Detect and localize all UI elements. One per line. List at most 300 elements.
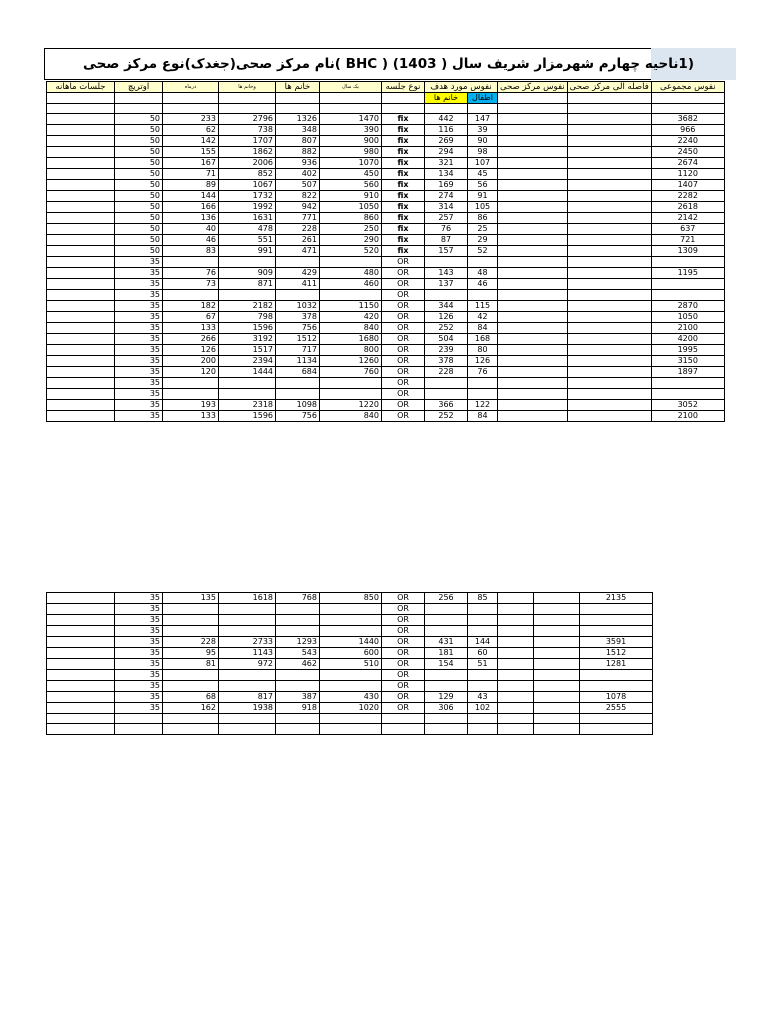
table-cell[interactable]: 738: [219, 125, 276, 136]
table-cell[interactable]: [498, 659, 534, 670]
table-cell[interactable]: [534, 637, 580, 648]
table-cell[interactable]: 1862: [219, 147, 276, 158]
table-cell[interactable]: 50: [115, 235, 163, 246]
table-cell[interactable]: OR: [382, 637, 425, 648]
table-cell[interactable]: [498, 703, 534, 714]
table-cell[interactable]: 2870: [651, 301, 724, 312]
table-cell[interactable]: 182: [163, 301, 219, 312]
table-cell[interactable]: 3682: [651, 114, 724, 125]
table-cell[interactable]: 95: [163, 648, 219, 659]
table-cell[interactable]: 822: [276, 191, 320, 202]
table-cell[interactable]: 35: [115, 257, 163, 268]
table-cell[interactable]: [47, 389, 115, 400]
table-cell[interactable]: [498, 125, 568, 136]
table-cell[interactable]: [651, 389, 724, 400]
table-cell[interactable]: 420: [320, 312, 382, 323]
table-cell[interactable]: [498, 114, 568, 125]
table-cell[interactable]: [219, 714, 276, 724]
table-cell[interactable]: 102: [468, 703, 498, 714]
table-cell[interactable]: [567, 202, 651, 213]
table-cell[interactable]: 314: [425, 202, 468, 213]
table-cell[interactable]: [468, 714, 498, 724]
table-cell[interactable]: 274: [425, 191, 468, 202]
table-cell[interactable]: 402: [276, 169, 320, 180]
table-cell[interactable]: [163, 104, 219, 114]
table-cell[interactable]: [47, 125, 115, 136]
table-cell[interactable]: [219, 378, 276, 389]
table-cell[interactable]: [320, 290, 382, 301]
table-cell[interactable]: [580, 681, 653, 692]
table-cell[interactable]: [47, 378, 115, 389]
table-cell[interactable]: 155: [163, 147, 219, 158]
table-cell[interactable]: 105: [468, 202, 498, 213]
table-cell[interactable]: fix: [382, 246, 425, 257]
table-cell[interactable]: 71: [163, 169, 219, 180]
table-cell[interactable]: 136: [163, 213, 219, 224]
table-cell[interactable]: [534, 615, 580, 626]
table-cell[interactable]: 35: [115, 626, 163, 637]
table-cell[interactable]: 51: [468, 659, 498, 670]
table-cell[interactable]: OR: [382, 257, 425, 268]
table-cell[interactable]: 1143: [219, 648, 276, 659]
table-cell[interactable]: [47, 714, 115, 724]
table-cell[interactable]: [163, 604, 219, 615]
table-cell[interactable]: [47, 279, 115, 290]
table-cell[interactable]: 429: [276, 268, 320, 279]
table-cell[interactable]: 67: [163, 312, 219, 323]
table-cell[interactable]: 50: [115, 147, 163, 158]
table-cell[interactable]: [276, 626, 320, 637]
table-cell[interactable]: 1512: [276, 334, 320, 345]
table-cell[interactable]: [567, 136, 651, 147]
table-cell[interactable]: [498, 235, 568, 246]
table-cell[interactable]: [320, 714, 382, 724]
table-cell[interactable]: fix: [382, 125, 425, 136]
table-cell[interactable]: 860: [320, 213, 382, 224]
table-cell[interactable]: 137: [425, 279, 468, 290]
table-cell[interactable]: [498, 400, 568, 411]
table-cell[interactable]: [580, 604, 653, 615]
table-cell[interactable]: OR: [382, 604, 425, 615]
table-cell[interactable]: 430: [320, 692, 382, 703]
table-cell[interactable]: 717: [276, 345, 320, 356]
table-cell[interactable]: 543: [276, 648, 320, 659]
table-cell[interactable]: [498, 279, 568, 290]
table-cell[interactable]: [567, 147, 651, 158]
table-cell[interactable]: [567, 356, 651, 367]
table-cell[interactable]: 2450: [651, 147, 724, 158]
table-cell[interactable]: [219, 670, 276, 681]
table-cell[interactable]: OR: [382, 692, 425, 703]
table-cell[interactable]: 60: [468, 648, 498, 659]
table-cell[interactable]: 1309: [651, 246, 724, 257]
table-cell[interactable]: 798: [219, 312, 276, 323]
table-cell[interactable]: fix: [382, 147, 425, 158]
table-cell[interactable]: 73: [163, 279, 219, 290]
table-cell[interactable]: [382, 724, 425, 734]
table-cell[interactable]: 35: [115, 681, 163, 692]
table-cell[interactable]: 2142: [651, 213, 724, 224]
table-cell[interactable]: 800: [320, 345, 382, 356]
table-cell[interactable]: [498, 257, 568, 268]
table-cell[interactable]: [425, 681, 468, 692]
table-cell[interactable]: 144: [163, 191, 219, 202]
table-cell[interactable]: 90: [468, 136, 498, 147]
table-cell[interactable]: [468, 626, 498, 637]
table-cell[interactable]: 1470: [320, 114, 382, 125]
table-cell[interactable]: 35: [115, 345, 163, 356]
table-cell[interactable]: 85: [468, 593, 498, 604]
table-cell[interactable]: 56: [468, 180, 498, 191]
table-cell[interactable]: [567, 367, 651, 378]
table-cell[interactable]: 1992: [219, 202, 276, 213]
table-cell[interactable]: [276, 681, 320, 692]
table-cell[interactable]: 228: [163, 637, 219, 648]
table-cell[interactable]: [47, 213, 115, 224]
table-cell[interactable]: 3192: [219, 334, 276, 345]
table-cell[interactable]: [47, 147, 115, 158]
table-cell[interactable]: [498, 224, 568, 235]
table-cell[interactable]: [534, 626, 580, 637]
table-cell[interactable]: [567, 334, 651, 345]
table-cell[interactable]: 2240: [651, 136, 724, 147]
table-cell[interactable]: [651, 257, 724, 268]
table-cell[interactable]: [47, 334, 115, 345]
table-cell[interactable]: 84: [468, 323, 498, 334]
table-cell[interactable]: [468, 615, 498, 626]
table-cell[interactable]: [580, 724, 653, 734]
table-cell[interactable]: 4200: [651, 334, 724, 345]
table-cell[interactable]: 50: [115, 224, 163, 235]
table-cell[interactable]: [425, 724, 468, 734]
table-cell[interactable]: 478: [219, 224, 276, 235]
table-cell[interactable]: [498, 136, 568, 147]
table-cell[interactable]: [498, 312, 568, 323]
table-cell[interactable]: [320, 389, 382, 400]
table-cell[interactable]: 462: [276, 659, 320, 670]
table-cell[interactable]: 50: [115, 202, 163, 213]
table-cell[interactable]: 252: [425, 323, 468, 334]
table-cell[interactable]: 86: [468, 213, 498, 224]
table-cell[interactable]: [382, 714, 425, 724]
table-cell[interactable]: 129: [425, 692, 468, 703]
table-cell[interactable]: 2006: [219, 158, 276, 169]
table-cell[interactable]: [320, 378, 382, 389]
table-cell[interactable]: [47, 191, 115, 202]
table-cell[interactable]: 756: [276, 323, 320, 334]
table-cell[interactable]: OR: [382, 301, 425, 312]
table-cell[interactable]: [320, 626, 382, 637]
table-cell[interactable]: fix: [382, 235, 425, 246]
table-cell[interactable]: fix: [382, 158, 425, 169]
table-cell[interactable]: [219, 681, 276, 692]
table-cell[interactable]: 35: [115, 389, 163, 400]
table-cell[interactable]: 1098: [276, 400, 320, 411]
table-cell[interactable]: 133: [163, 323, 219, 334]
table-cell[interactable]: [498, 593, 534, 604]
table-cell[interactable]: [320, 604, 382, 615]
table-cell[interactable]: 871: [219, 279, 276, 290]
table-cell[interactable]: [47, 692, 115, 703]
table-cell[interactable]: [498, 213, 568, 224]
table-cell[interactable]: 35: [115, 703, 163, 714]
table-cell[interactable]: [47, 615, 115, 626]
table-cell[interactable]: OR: [382, 334, 425, 345]
table-cell[interactable]: [320, 724, 382, 734]
table-cell[interactable]: [534, 604, 580, 615]
table-cell[interactable]: [163, 378, 219, 389]
table-cell[interactable]: 520: [320, 246, 382, 257]
table-cell[interactable]: 35: [115, 637, 163, 648]
table-cell[interactable]: 168: [468, 334, 498, 345]
table-cell[interactable]: [534, 681, 580, 692]
table-cell[interactable]: [498, 246, 568, 257]
table-cell[interactable]: [567, 158, 651, 169]
table-cell[interactable]: [163, 714, 219, 724]
table-cell[interactable]: 411: [276, 279, 320, 290]
table-cell[interactable]: 76: [425, 224, 468, 235]
table-cell[interactable]: [567, 268, 651, 279]
table-cell[interactable]: OR: [382, 312, 425, 323]
table-cell[interactable]: [115, 724, 163, 734]
table-cell[interactable]: 40: [163, 224, 219, 235]
table-cell[interactable]: [219, 615, 276, 626]
table-cell[interactable]: 50: [115, 180, 163, 191]
table-cell[interactable]: 882: [276, 147, 320, 158]
table-cell[interactable]: [567, 290, 651, 301]
table-cell[interactable]: 390: [320, 125, 382, 136]
table-cell[interactable]: [498, 389, 568, 400]
table-cell[interactable]: 98: [468, 147, 498, 158]
table-cell[interactable]: [498, 367, 568, 378]
table-cell[interactable]: [567, 169, 651, 180]
table-cell[interactable]: 84: [468, 411, 498, 422]
table-cell[interactable]: [498, 637, 534, 648]
table-cell[interactable]: 35: [115, 367, 163, 378]
table-cell[interactable]: 35: [115, 290, 163, 301]
table-cell[interactable]: 134: [425, 169, 468, 180]
table-cell[interactable]: [567, 235, 651, 246]
table-cell[interactable]: [498, 692, 534, 703]
table-cell[interactable]: 50: [115, 169, 163, 180]
table-cell[interactable]: [163, 724, 219, 734]
table-cell[interactable]: [567, 180, 651, 191]
table-cell[interactable]: 431: [425, 637, 468, 648]
table-cell[interactable]: fix: [382, 224, 425, 235]
table-cell[interactable]: [498, 301, 568, 312]
table-cell[interactable]: 35: [115, 648, 163, 659]
table-cell[interactable]: 46: [468, 279, 498, 290]
table-cell[interactable]: [47, 648, 115, 659]
table-cell[interactable]: [47, 411, 115, 422]
table-cell[interactable]: [47, 136, 115, 147]
table-cell[interactable]: [567, 345, 651, 356]
table-cell[interactable]: 116: [425, 125, 468, 136]
table-cell[interactable]: 1444: [219, 367, 276, 378]
table-cell[interactable]: [47, 659, 115, 670]
table-cell[interactable]: [534, 648, 580, 659]
table-cell[interactable]: [567, 378, 651, 389]
table-cell[interactable]: OR: [382, 323, 425, 334]
table-cell[interactable]: 918: [276, 703, 320, 714]
table-cell[interactable]: 266: [163, 334, 219, 345]
table-cell[interactable]: 62: [163, 125, 219, 136]
table-cell[interactable]: [498, 158, 568, 169]
table-cell[interactable]: [567, 301, 651, 312]
table-cell[interactable]: [47, 202, 115, 213]
table-cell[interactable]: 3150: [651, 356, 724, 367]
table-cell[interactable]: [498, 345, 568, 356]
table-cell[interactable]: [498, 411, 568, 422]
table-cell[interactable]: 50: [115, 191, 163, 202]
table-cell[interactable]: [47, 323, 115, 334]
table-cell[interactable]: 1195: [651, 268, 724, 279]
table-cell[interactable]: 200: [163, 356, 219, 367]
table-cell[interactable]: [567, 125, 651, 136]
table-cell[interactable]: [468, 724, 498, 734]
table-cell[interactable]: [498, 169, 568, 180]
table-cell[interactable]: [468, 290, 498, 301]
table-cell[interactable]: 126: [468, 356, 498, 367]
table-cell[interactable]: OR: [382, 378, 425, 389]
table-cell[interactable]: 771: [276, 213, 320, 224]
table-cell[interactable]: 321: [425, 158, 468, 169]
table-cell[interactable]: [163, 681, 219, 692]
table-cell[interactable]: [567, 400, 651, 411]
table-cell[interactable]: [468, 378, 498, 389]
table-cell[interactable]: [276, 389, 320, 400]
table-cell[interactable]: [47, 400, 115, 411]
table-cell[interactable]: [534, 724, 580, 734]
table-cell[interactable]: 1078: [580, 692, 653, 703]
table-cell[interactable]: fix: [382, 114, 425, 125]
table-cell[interactable]: [498, 714, 534, 724]
table-cell[interactable]: 2674: [651, 158, 724, 169]
table-cell[interactable]: 39: [468, 125, 498, 136]
table-cell[interactable]: 840: [320, 323, 382, 334]
table-cell[interactable]: 1067: [219, 180, 276, 191]
table-cell[interactable]: [498, 626, 534, 637]
table-cell[interactable]: [320, 670, 382, 681]
table-cell[interactable]: 2618: [651, 202, 724, 213]
table-cell[interactable]: [651, 290, 724, 301]
table-cell[interactable]: 966: [651, 125, 724, 136]
table-cell[interactable]: 157: [425, 246, 468, 257]
table-cell[interactable]: 252: [425, 411, 468, 422]
table-cell[interactable]: 817: [219, 692, 276, 703]
table-cell[interactable]: [320, 681, 382, 692]
table-cell[interactable]: 480: [320, 268, 382, 279]
table-cell[interactable]: OR: [382, 367, 425, 378]
table-cell[interactable]: 87: [425, 235, 468, 246]
table-cell[interactable]: [534, 659, 580, 670]
table-cell[interactable]: 133: [163, 411, 219, 422]
table-cell[interactable]: fix: [382, 213, 425, 224]
table-cell[interactable]: [382, 104, 425, 114]
table-cell[interactable]: 35: [115, 301, 163, 312]
table-cell[interactable]: 45: [468, 169, 498, 180]
table-cell[interactable]: [534, 692, 580, 703]
table-cell[interactable]: OR: [382, 389, 425, 400]
table-cell[interactable]: OR: [382, 411, 425, 422]
table-cell[interactable]: [276, 378, 320, 389]
table-cell[interactable]: 228: [276, 224, 320, 235]
table-cell[interactable]: OR: [382, 345, 425, 356]
table-cell[interactable]: [425, 104, 468, 114]
table-cell[interactable]: [425, 670, 468, 681]
table-cell[interactable]: [47, 312, 115, 323]
table-cell[interactable]: [567, 411, 651, 422]
table-cell[interactable]: OR: [382, 626, 425, 637]
table-cell[interactable]: 250: [320, 224, 382, 235]
table-cell[interactable]: [163, 670, 219, 681]
table-cell[interactable]: 768: [276, 593, 320, 604]
table-cell[interactable]: 442: [425, 114, 468, 125]
table-cell[interactable]: [498, 681, 534, 692]
table-cell[interactable]: 35: [115, 323, 163, 334]
table-cell[interactable]: 1281: [580, 659, 653, 670]
table-cell[interactable]: 2100: [651, 411, 724, 422]
table-cell[interactable]: 1293: [276, 637, 320, 648]
table-cell[interactable]: 1596: [219, 323, 276, 334]
table-cell[interactable]: [534, 670, 580, 681]
table-cell[interactable]: [219, 724, 276, 734]
table-cell[interactable]: [468, 670, 498, 681]
table-cell[interactable]: 35: [115, 312, 163, 323]
table-cell[interactable]: fix: [382, 202, 425, 213]
table-cell[interactable]: [425, 389, 468, 400]
table-cell[interactable]: [498, 670, 534, 681]
table-cell[interactable]: 378: [425, 356, 468, 367]
table-cell[interactable]: [498, 648, 534, 659]
table-cell[interactable]: 2394: [219, 356, 276, 367]
table-cell[interactable]: 29: [468, 235, 498, 246]
table-cell[interactable]: OR: [382, 290, 425, 301]
table-cell[interactable]: fix: [382, 136, 425, 147]
table-cell[interactable]: 684: [276, 367, 320, 378]
table-cell[interactable]: 942: [276, 202, 320, 213]
table-cell[interactable]: [163, 626, 219, 637]
table-cell[interactable]: [276, 670, 320, 681]
table-cell[interactable]: [276, 724, 320, 734]
table-cell[interactable]: 2100: [651, 323, 724, 334]
table-cell[interactable]: 366: [425, 400, 468, 411]
table-cell[interactable]: 135: [163, 593, 219, 604]
table-cell[interactable]: 76: [468, 367, 498, 378]
table-cell[interactable]: [567, 257, 651, 268]
table-cell[interactable]: OR: [382, 268, 425, 279]
table-cell[interactable]: 42: [468, 312, 498, 323]
table-cell[interactable]: 991: [219, 246, 276, 257]
table-cell[interactable]: 600: [320, 648, 382, 659]
table-cell[interactable]: [425, 615, 468, 626]
table-cell[interactable]: 1326: [276, 114, 320, 125]
table-cell[interactable]: 142: [163, 136, 219, 147]
table-cell[interactable]: 1732: [219, 191, 276, 202]
table-cell[interactable]: 261: [276, 235, 320, 246]
table-cell[interactable]: 1020: [320, 703, 382, 714]
table-cell[interactable]: [567, 312, 651, 323]
table-cell[interactable]: 167: [163, 158, 219, 169]
table-cell[interactable]: [425, 626, 468, 637]
table-cell[interactable]: 1897: [651, 367, 724, 378]
table-cell[interactable]: [425, 290, 468, 301]
table-cell[interactable]: 387: [276, 692, 320, 703]
table-cell[interactable]: [567, 114, 651, 125]
table-cell[interactable]: [47, 180, 115, 191]
table-cell[interactable]: 115: [468, 301, 498, 312]
table-cell[interactable]: 126: [425, 312, 468, 323]
